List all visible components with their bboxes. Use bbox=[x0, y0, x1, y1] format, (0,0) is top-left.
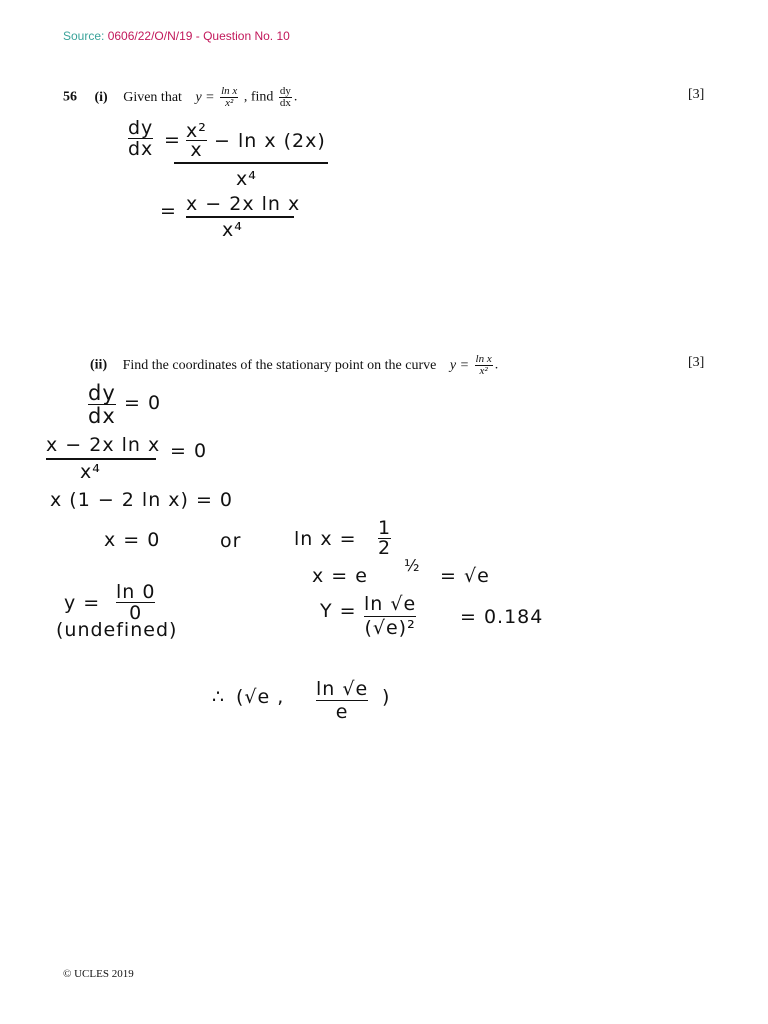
hw-ii-y2-den: (√e)² bbox=[364, 617, 416, 639]
part-ii-label: (ii) bbox=[90, 357, 108, 373]
hw-fraction-bar-2 bbox=[186, 216, 294, 218]
hw-ii-y2-num: ln √e bbox=[364, 593, 417, 615]
hw-minus-term: − ln x (2x) bbox=[214, 130, 326, 152]
hw-ii-dx: dx bbox=[88, 404, 116, 428]
part-ii-text: Find the coordinates of the stationary point on the curve bbox=[122, 357, 437, 373]
question-i-line: 56 (i) Given that y = $\frac{\text{ln x}}{\text{x²}}$ , find $\frac{dy}{dx}$ . bbox=[63, 85, 298, 109]
frac-denominator: x² bbox=[225, 97, 234, 109]
hw-ii-y2-val: = 0.184 bbox=[460, 606, 544, 628]
hw-ii-half-num: 1 bbox=[378, 517, 392, 539]
hw-ii-coord-open: (√e , bbox=[236, 686, 285, 708]
hw-ii-eq0: = 0 bbox=[124, 392, 162, 414]
hw-ii-coord-close: ) bbox=[382, 686, 391, 708]
y-equals-ii: y = bbox=[449, 357, 470, 373]
hw-dx: dx bbox=[128, 138, 154, 160]
hw-ii-coord-frac bbox=[316, 678, 368, 723]
hw-inner-num: x² bbox=[186, 120, 207, 142]
dydx-fraction bbox=[279, 86, 292, 109]
hw-ii-eq0b: = 0 bbox=[170, 440, 208, 462]
hw-ii-undefined: (undefined) bbox=[56, 619, 178, 641]
given-text: Given that bbox=[123, 89, 182, 105]
hw-ii-y2-frac bbox=[364, 593, 416, 640]
hw-eq-2: = bbox=[160, 200, 177, 222]
frac-numerator: ln x bbox=[221, 85, 238, 97]
hw-ii-den: x⁴ bbox=[80, 461, 101, 483]
hw-ii-ln0: ln 0 bbox=[116, 581, 156, 603]
hw-fraction-bar-1 bbox=[174, 162, 328, 164]
marks-ii: [3] bbox=[688, 355, 705, 370]
find-text: , find bbox=[243, 89, 274, 105]
source-label: Source: bbox=[63, 29, 105, 43]
hw-ii-half-den: 2 bbox=[378, 537, 392, 559]
hw-num-2: x − 2x ln x bbox=[186, 193, 301, 215]
hw-den-1: x⁴ bbox=[236, 168, 257, 190]
source-line bbox=[63, 29, 290, 43]
hw-ii-factor: x (1 − 2 ln x) = 0 bbox=[50, 489, 234, 511]
hw-den-2: x⁴ bbox=[222, 219, 243, 241]
y-equals: y = bbox=[195, 89, 215, 105]
dydx-num: dy bbox=[279, 85, 291, 97]
frac-num-ii: ln x bbox=[475, 353, 492, 365]
hw-ii-lnx: ln x = bbox=[294, 528, 357, 550]
hw-ii-xe-tail: = √e bbox=[440, 565, 490, 587]
question-number: 56 bbox=[63, 89, 77, 105]
hw-dy: dy bbox=[128, 117, 154, 139]
hw-eq-1: = bbox=[164, 129, 181, 151]
hw-ii-dydx bbox=[88, 382, 116, 427]
hw-ii-y2: Y = bbox=[320, 600, 357, 622]
hw-ii-or: or bbox=[220, 530, 242, 552]
hw-inner-frac bbox=[186, 122, 207, 159]
source-value: 0606/22/O/N/19 - Question No. 10 bbox=[107, 29, 290, 43]
hw-ii-zero: 0 bbox=[116, 602, 155, 623]
hw-ii-half bbox=[378, 519, 391, 558]
lnx-over-x2-ii bbox=[475, 354, 493, 377]
question-ii-line: (ii) Find the coordinates of the stationary point on the curve y = $\frac{\text{ln x}}{\text{x²}}$ . bbox=[90, 353, 499, 377]
hw-ii-xe-exp: ½ bbox=[404, 556, 421, 575]
hw-ii-dy: dy bbox=[88, 381, 116, 405]
frac-den-ii: x² bbox=[479, 365, 488, 377]
hw-ii-ln0-frac bbox=[116, 582, 155, 623]
hw-ii-xe: x = e bbox=[312, 565, 368, 587]
hw-inner-den: x bbox=[186, 140, 207, 159]
hw-ii-x0: x = 0 bbox=[104, 529, 161, 551]
hw-dydx bbox=[128, 118, 153, 159]
hw-ii-coord-den: e bbox=[316, 700, 368, 723]
hw-ii-therefore: ∴ bbox=[212, 686, 226, 708]
part-i-label: (i) bbox=[94, 89, 108, 105]
hw-ii-num: x − 2x ln x bbox=[46, 434, 161, 456]
copyright-footer: © UCLES 2019 bbox=[63, 968, 134, 980]
marks-i: [3] bbox=[688, 87, 705, 102]
dydx-den: dx bbox=[279, 97, 291, 109]
hw-ii-coord-num: ln √e bbox=[316, 678, 369, 700]
lnx-over-x2 bbox=[220, 86, 238, 109]
hw-ii-bar bbox=[46, 458, 156, 460]
hw-ii-y1: y = bbox=[64, 592, 101, 614]
